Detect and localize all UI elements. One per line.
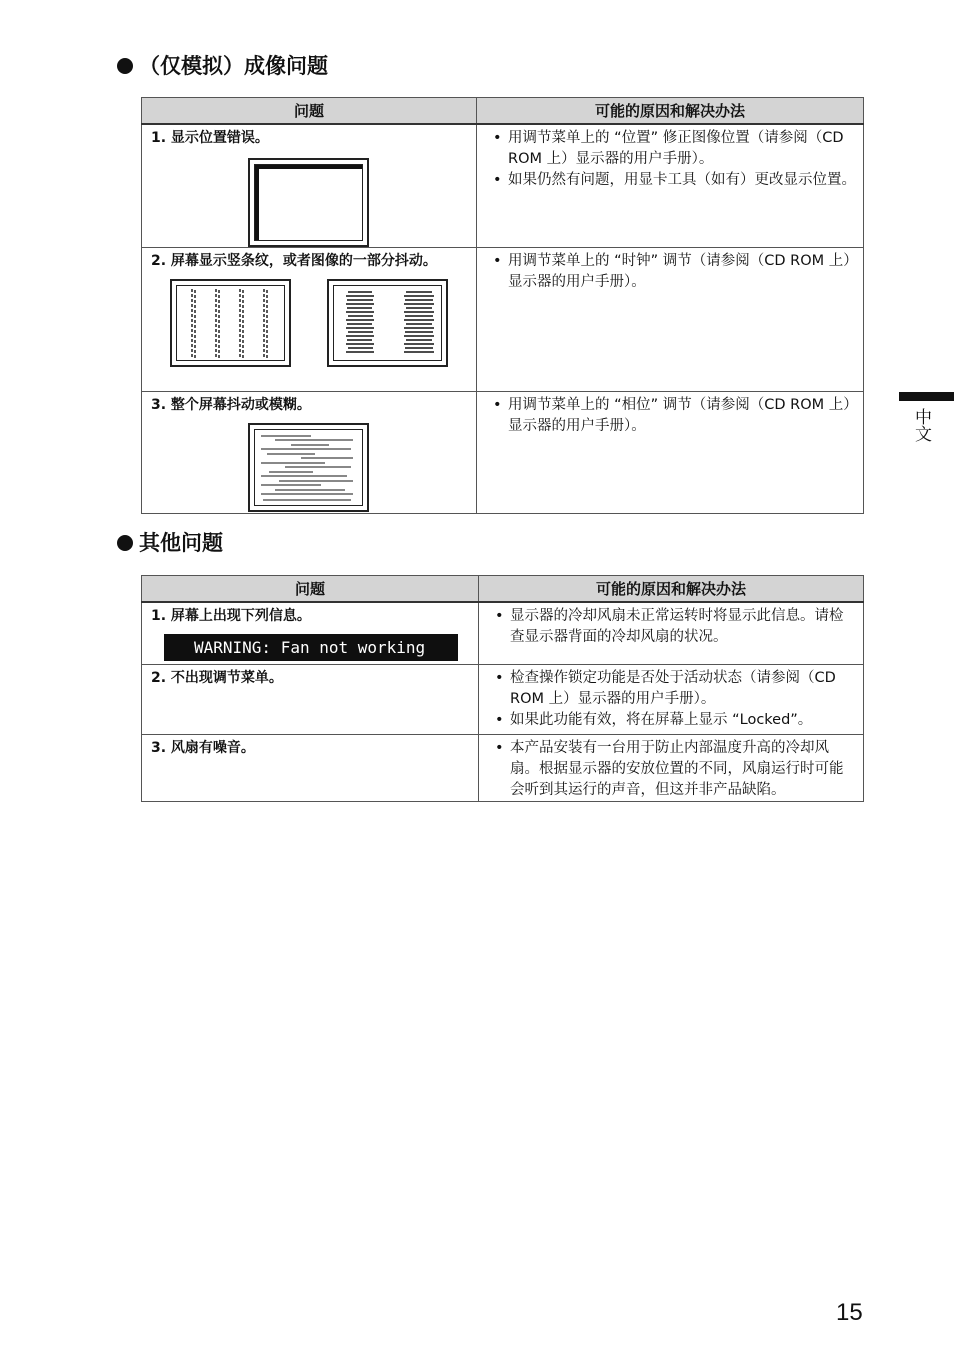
problem-label: 3. 风扇有噪音。 [151, 739, 255, 756]
table-row [142, 124, 864, 248]
solution-list [477, 125, 863, 191]
solution-list [479, 665, 863, 731]
table-row [142, 602, 864, 664]
problem-label: 1. 显示位置错误。 [151, 130, 269, 146]
list-item: • 本产品安装有一台用于防止内部温度升高的冷却风扇。根据显示器的安放位置的不同，风扇运行时可能会听到其运行的声音，但这并非产品缺陷。 [493, 738, 857, 801]
problem-label: 3. 整个屏幕抖动或模糊。 [151, 397, 311, 413]
solution-list [477, 392, 863, 437]
problem-label: 2. 不出现调节菜单。 [151, 669, 283, 686]
problem-cell [142, 734, 479, 801]
language-tab-label: 中文 [911, 408, 931, 442]
list-item: • 用调节菜单上的 “时钟” 调节（请参阅（CD ROM 上）显示器的用户手册）。 [491, 251, 857, 293]
table-header-row [142, 576, 864, 603]
list-item: • 用调节菜单上的 “相位” 调节（请参阅（CD ROM 上）显示器的用户手册）。 [491, 395, 857, 437]
solution-cell [479, 664, 864, 734]
table-header-row [142, 98, 864, 125]
solution-cell [477, 248, 864, 392]
header-problem: 问题 [142, 98, 477, 125]
page-number: 15 [836, 1299, 863, 1326]
header-solution: 可能的原因和解决办法 [477, 98, 864, 125]
solution-cell [479, 734, 864, 801]
shaking-pattern [334, 287, 445, 361]
problem-cell [142, 392, 477, 514]
imaging-problems-table [141, 97, 864, 514]
list-item: • 如果此功能有效，将在屏幕上显示 “Locked”。 [493, 710, 857, 731]
problem-cell [142, 664, 479, 734]
list-item: • 检查操作锁定功能是否处于活动状态（请参阅（CD ROM 上）显示器的用户手册）。 [493, 668, 857, 710]
stripes-pattern [177, 287, 288, 361]
vertical-stripes-illustration [170, 279, 291, 367]
list-item: • 如果仍然有问题，用显卡工具（如有）更改显示位置。 [491, 170, 857, 191]
header-solution: 可能的原因和解决办法 [479, 576, 864, 603]
warning-message-display: WARNING: Fan not working [164, 634, 458, 661]
solution-list [477, 248, 863, 293]
other-problems-table [141, 575, 864, 802]
table-row [142, 664, 864, 734]
position-error-illustration [248, 158, 369, 247]
problem-label: 2. 屏幕显示竖条纹，或者图像的一部分抖动。 [151, 253, 437, 269]
problem-cell [142, 124, 477, 248]
bullet-circle-icon [117, 58, 133, 74]
blur-pattern [255, 430, 366, 507]
bullet-circle-icon [117, 535, 133, 551]
solution-cell [477, 124, 864, 248]
solution-cell [477, 392, 864, 514]
problem-label: 1. 屏幕上出现下列信息。 [151, 608, 311, 624]
blurred-image-illustration [248, 423, 369, 512]
problem-cell [142, 248, 477, 392]
list-item: • 用调节菜单上的 “位置” 修正图像位置（请参阅（CD ROM 上）显示器的用户手册）。 [491, 128, 857, 170]
list-item: • 显示器的冷却风扇未正常运转时将显示此信息。请检查显示器背面的冷却风扇的状况。 [493, 606, 857, 648]
language-tab-marker [899, 392, 954, 401]
table-row [142, 248, 864, 392]
shaking-image-illustration [327, 279, 448, 367]
solution-list [479, 735, 863, 801]
header-problem: 问题 [142, 576, 479, 603]
section-title-other: 其他问题 [117, 528, 223, 558]
table-row [142, 734, 864, 801]
table-row [142, 392, 864, 514]
solution-list [479, 603, 863, 648]
solution-cell [479, 602, 864, 664]
section-title-imaging: （仅模拟）成像问题 [117, 51, 328, 81]
problem-cell [142, 602, 479, 664]
